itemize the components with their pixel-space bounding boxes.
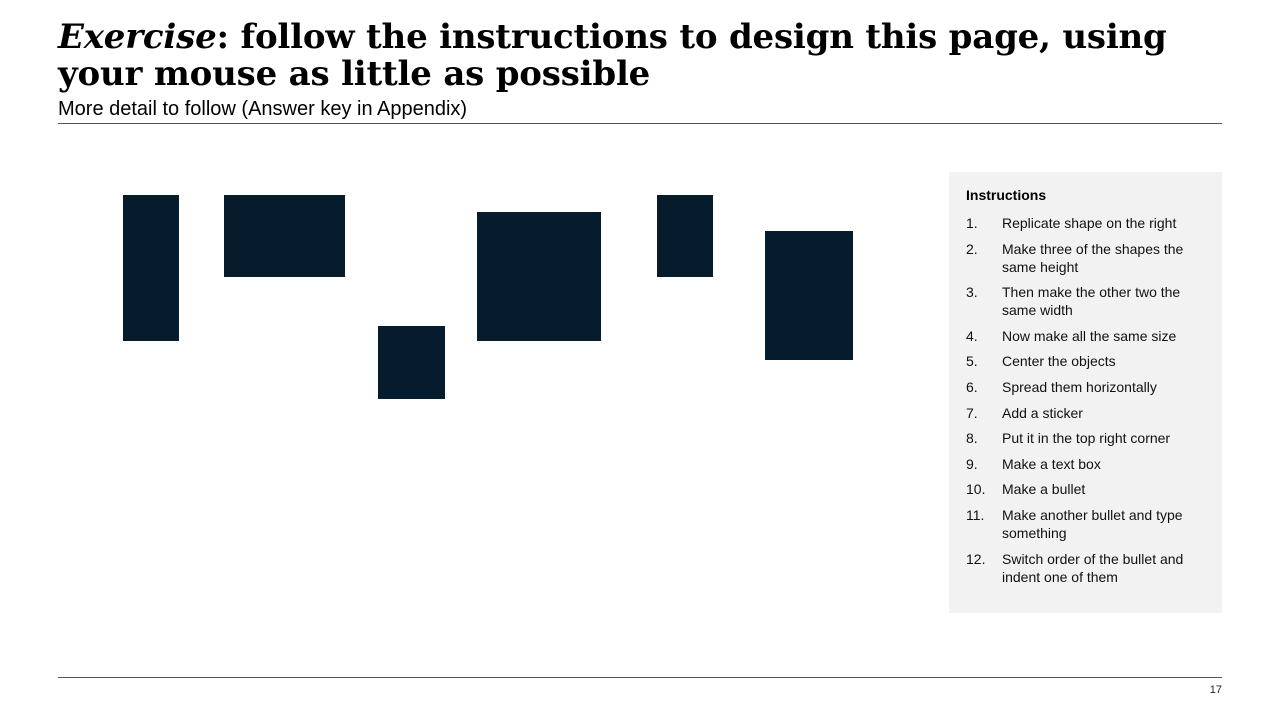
shape-rectangle-1[interactable] xyxy=(123,195,179,341)
list-item xyxy=(966,550,1206,586)
list-item xyxy=(966,327,1206,345)
item-text: Center the objects xyxy=(1002,353,1116,370)
title-text: : follow the instructions to design this page, using your mouse as little as possible xyxy=(58,17,1167,94)
footer-divider xyxy=(58,677,1222,678)
item-number: 7. xyxy=(966,404,978,421)
item-text: Add a sticker xyxy=(1002,404,1083,421)
list-item xyxy=(966,480,1206,498)
item-number: 8. xyxy=(966,430,978,447)
shape-rectangle-5[interactable] xyxy=(657,195,713,277)
title-emphasis: Exercise xyxy=(58,17,217,57)
item-number: 3. xyxy=(966,284,978,301)
item-text: Switch order of the bullet and indent one of them xyxy=(1002,550,1184,585)
item-text: Spread them horizontally xyxy=(1002,378,1157,395)
shape-rectangle-6[interactable] xyxy=(765,231,853,360)
item-text: Now make all the same size xyxy=(1002,327,1177,344)
item-number: 1. xyxy=(966,215,978,231)
item-number: 12. xyxy=(966,550,986,567)
list-item xyxy=(966,455,1206,473)
shape-rectangle-4[interactable] xyxy=(477,212,601,341)
list-item xyxy=(966,378,1206,396)
list-item xyxy=(966,283,1206,319)
header-divider xyxy=(58,123,1222,124)
item-number: 9. xyxy=(966,455,978,472)
item-number: 2. xyxy=(966,240,978,257)
instructions-list xyxy=(966,214,1206,586)
list-item xyxy=(966,429,1206,447)
item-number: 11. xyxy=(966,506,985,523)
item-number: 4. xyxy=(966,327,978,344)
list-item xyxy=(966,506,1206,542)
item-text: Make three of the shapes the same height xyxy=(1002,240,1184,275)
instructions-heading: Instructions xyxy=(966,187,1047,203)
item-text: Make another bullet and type something xyxy=(1002,506,1183,541)
page-title xyxy=(58,19,1228,93)
item-text: Make a bullet xyxy=(1002,481,1086,498)
list-item xyxy=(966,352,1206,370)
item-text: Replicate shape on the right xyxy=(1002,215,1177,231)
item-number: 6. xyxy=(966,378,978,395)
list-item xyxy=(966,240,1206,276)
item-number: 5. xyxy=(966,353,978,370)
shape-rectangle-2[interactable] xyxy=(224,195,345,277)
item-text: Put it in the top right corner xyxy=(1002,430,1171,447)
page-subtitle: More detail to follow (Answer key in Appendix) xyxy=(58,98,468,120)
list-item xyxy=(966,404,1206,422)
item-text: Make a text box xyxy=(1002,455,1101,472)
item-number: 10. xyxy=(966,481,986,498)
item-text: Then make the other two the same width xyxy=(1002,284,1181,319)
page-number: 17 xyxy=(1209,684,1222,696)
instructions-panel xyxy=(949,172,1222,613)
shape-rectangle-3[interactable] xyxy=(378,326,445,399)
list-item xyxy=(966,214,1206,232)
